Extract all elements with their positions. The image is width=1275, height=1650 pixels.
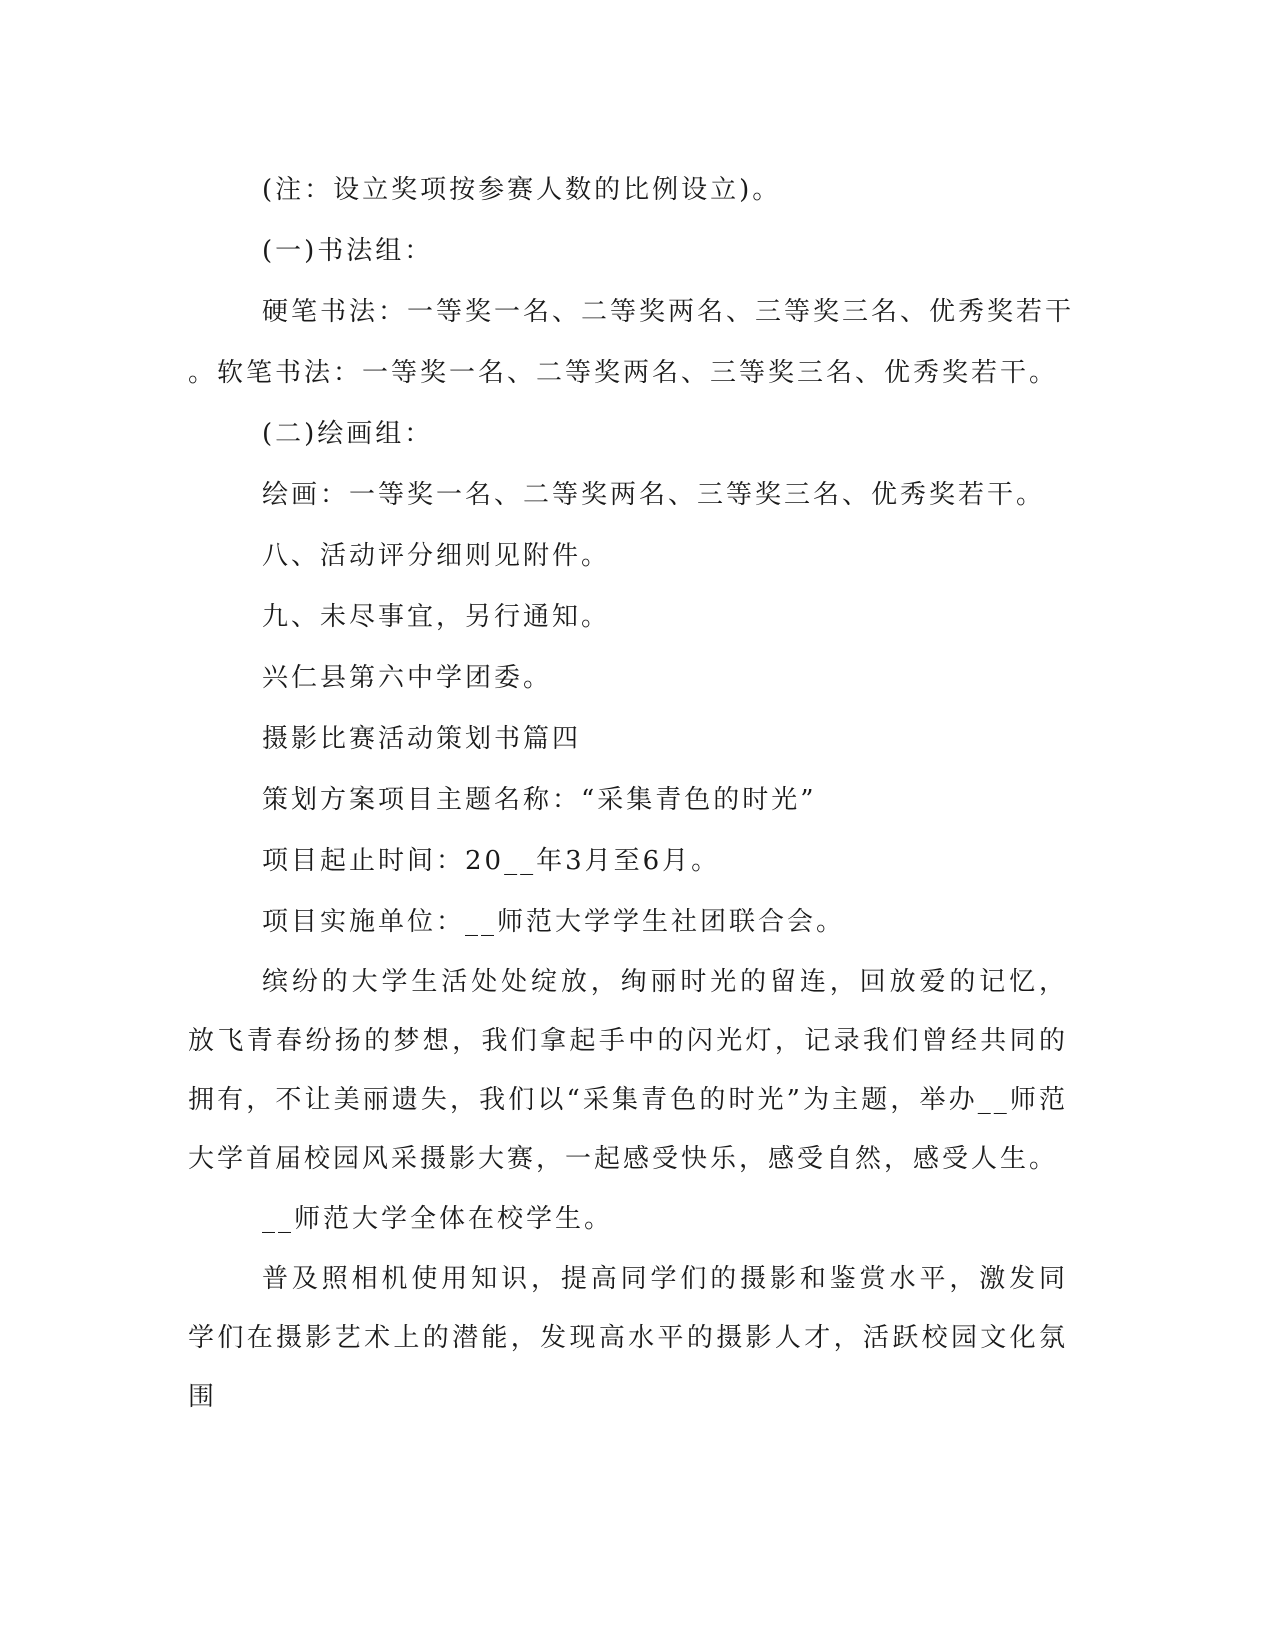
- paragraph-participants: __师范大学全体在校学生。: [262, 1204, 614, 1234]
- paragraph-calligraphy-group: (一)书法组：: [262, 236, 434, 266]
- paragraph-purpose: 普及照相机使用知识，提高同学们的摄影和鉴赏水平，激发同学们在摄影艺术上的潜能，发现高水平的摄影人才，活跃校园文化氛围: [188, 1264, 1068, 1412]
- paragraph-hard-pen: 硬笔书法：一等奖一名、二等奖两名、三等奖三名、优秀奖若干: [262, 297, 1075, 327]
- paragraph-painting-awards: 绘画：一等奖一名、二等奖两名、三等奖三名、优秀奖若干。: [262, 480, 1046, 510]
- document-body: [188, 160, 1075, 1427]
- paragraph-section-eight: 八、活动评分细则见附件。: [262, 541, 611, 571]
- paragraph-section-nine: 九、未尽事宜，另行通知。: [262, 602, 611, 632]
- paragraph-project-dates: 项目起止时间：20__年3月至6月。: [262, 846, 721, 876]
- paragraph-project-theme: 策划方案项目主题名称：“采集青色的时光”: [262, 785, 817, 815]
- paragraph-award-note: (注：设立奖项按参赛人数的比例设立)。: [262, 175, 782, 205]
- paragraph-organizer: 兴仁县第六中学团委。: [262, 663, 553, 693]
- paragraph-background: 缤纷的大学生活处处绽放，绚丽时光的留连，回放爱的记忆，放飞青春纷扬的梦想，我们拿起手中的闪光灯，记录我们曾经共同的拥有，不让美丽遗失，我们以“采集青色的时光”为主题，举办__师范大学首届校园风采摄影大赛，一起感受快乐，感受自然，感受人生。: [188, 967, 1068, 1174]
- paragraph-project-unit: 项目实施单位：__师范大学学生社团联合会。: [262, 907, 846, 937]
- paragraph-chapter-title: 摄影比赛活动策划书篇四: [262, 724, 582, 754]
- paragraph-soft-pen: 。软笔书法：一等奖一名、二等奖两名、三等奖三名、优秀奖若干。: [188, 358, 1059, 388]
- paragraph-painting-group: (二)绘画组：: [262, 419, 434, 449]
